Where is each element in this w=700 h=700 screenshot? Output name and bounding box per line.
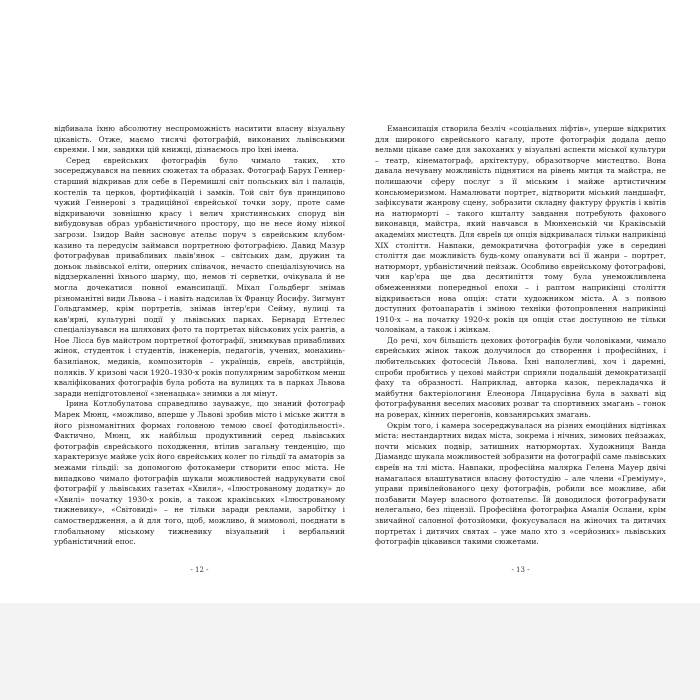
left-page [54, 124, 345, 548]
right-paragraph-2: До речі, хоч більшість цехових фотографів були чоловіками, чимало єврейських жінок також долучилося до створення і професійних, і любительських фотосесій Львова. Їхні наполегливі, хоч і даремні, спроби пробитись у цехові майстри сприяли подальшій демократизації фаху та образності. Наприклад, авторка казок, перекладачка й майбутня бактеріологиня Елеонора Ляцарусівна була в захваті від фотографування веселих масових розваг та спортивних змагань – гонок на роверах, кінних перегонів, ковзанярських змагань. [375, 335, 666, 420]
left-paragraph-3: Ірина Котлобулатова справедливо зауважує, що знаний фотограф Марек Мюнц, «можливо, вперше у Львові зробив місто і міське життя в його різноманітних формах головною темою своєї фотодіяльності». Фактично, Мюнц, як найбільш продуктивний серед львівських фотографів єврейського походження, втілив загальну тенденцію, що характеризує майже усіх його єврейських колег по гільдії та аматорів за межами гільдії: за допомогою фотокамери створити епос міста. Не випадково чимало фотографів шукали можливостей надрукувати свої фотографії у львівських газетах «Хвиля», «Ілюстрованому додатку» до «Хвилі» початку 1930-х років, а також краківських «Ілюстрованому тижневику», «Світовиді» – не тільки заради реклами, заробітку і самоствердження, а й для того, щоб, можливо, й мимоволі, поєднати в глобальному міському тижневику візуальний і вербальний урбаністичний епос. [54, 399, 345, 547]
right-page [375, 124, 666, 548]
left-paragraph-1: відбивала їхню абсолютну неспроможність наситити власну візуальну цікавість. Отже, маємо тисячі фотографій, виконаних львівськими євреями. І ми, завдяки цій книжці, дізнаємось про їхні імена. [54, 124, 345, 155]
right-paragraph-1: Емансипація створила безліч «соціальних ліфтів», уперше відкритих для широкого єврейського кагалу, проте фотографія додала дещо вельми цікаве саме для закоханих у візуальні аспекти міської культури – театр, кінематограф, архітектуру, образотворче мистецтво. Вона давала нечувану можливість піднятися на рівень митця та майстра, не полишаючи сферу послуг з її міським і майже артистичним консьюмеризмом. Намалювати портрет, відтворити міський ландшафт, зафіксувати жанрову сцену, зобразити складну фактуру фруктів і квітів на натюрморті – такого кшталту завдання потребують фахового виконавця, майстра, який навчався в Мюнхенській чи Краківській академіях мистецтв. Для євреїв ця опція відкривалася тільки наприкінці ХІХ століття. Навпаки, демократична фотографія уже в середині століття дає можливість будь-кому опанувати всі її жанри – портрет, натюрморт, урбаністичний пейзаж. Особливо єврейському фотографові, чия кар'єра ще два десятиліття тому була унеможливлена обмеженнями попередньої епохи – і раптом наприкінці століття відкривається нова опція: стати художником міста. А з появою доступних фотоапаратів і зміною техніки фотопровлення наприкінці 1910-х – на початку 1920-х років ця опція стає доступною не тільки чоловікам, а також і жінкам. [375, 124, 666, 335]
right-page-number: - 13 - [511, 566, 530, 574]
footer-band [0, 603, 700, 700]
left-paragraph-2: Серед єврейських фотографів було чимало таких, хто зосереджувався на певних сюжетах та образах. Фотограф Барух Геннер-старший відкривав для себе в Перемишлі світ польських віл і палаців, костелів та церков, фортифікацій і замків. Той світ був принципово чужий Геннерові з традиційної єврейської точки зору, проте саме відкриваючи зовнішню красу і велич християнських споруд він вибудовував образ урбаністичного простору, що не несе йому ніякої загрози. Ізидор Вайн засновує ательє поруч з єврейським клубом-казино та передусім займався портретною фотографією. Давид Мазур фотографував привабливих львів'янок – світських дам, дружин та доньок львівської еліти, оперних співачок, нечасто спеціалізуючись на віддзеркаленні їхнього шарму, що, немов ті серветки, очікувала й не могла дочекатися повної емансипації. Міхал Гольдберг знімав різноманітні види Львова – і навіть надсилав їх Францу Йосифу. Зигмунт Гольдгаммер, крім портретів, знімав інтер'єри Сейму, вулиці та кав'ярні, культурні події у львівських парках. Бернард Еттелес спеціалізувався на шляхових фото та портретах військових усіх рангів, а Ное Лісса був майстром портретної фотографії, знимкував привабливих жінок, студенток і студентів, інженерів, педагогів, учених, монахинь-базиліанок, медиків, композиторів – українців, євреїв, австрійців, поляків. У кризові часи 1920–1930-х років популярним заробітком менш кваліфікованих фотографів була робота на вулицях та в парках Львова заради непідготовленої «зненацька» знимки а ля мінут. [54, 155, 345, 398]
left-page-number: - 12 - [190, 566, 209, 574]
right-paragraph-3: Окрім того, і камера зосереджувалася на різних емоційних відтінках міста: нестандартних видах міста, зокрема і нічних, зимових пейзажах, почти міських подвір, затишних натюрмортах. Художниця Ванда Діамандс шукала можливостей зобразити на фотографії саме львівських євреїв на тлі міста. Навпаки, професійна малярка Гелена Мауер двічі намагалася влаштуватися власну фотостудію – але члени «Греміуму», управи привілейованого цеху фотографів, робили все можливе, аби позбавити Мауер власного фотоательє. Їй доводилося фотографувати нелегально, без ліцензії. Професійна фотографка Амалія Ослани, крім звичайної салонної фотозйомки, фокусувалася на жіночих та дитячих портретах і дитячих святах – уже мало хто з «серйозних» львівських фотографів цікавився такими сюжетами. [375, 420, 666, 547]
